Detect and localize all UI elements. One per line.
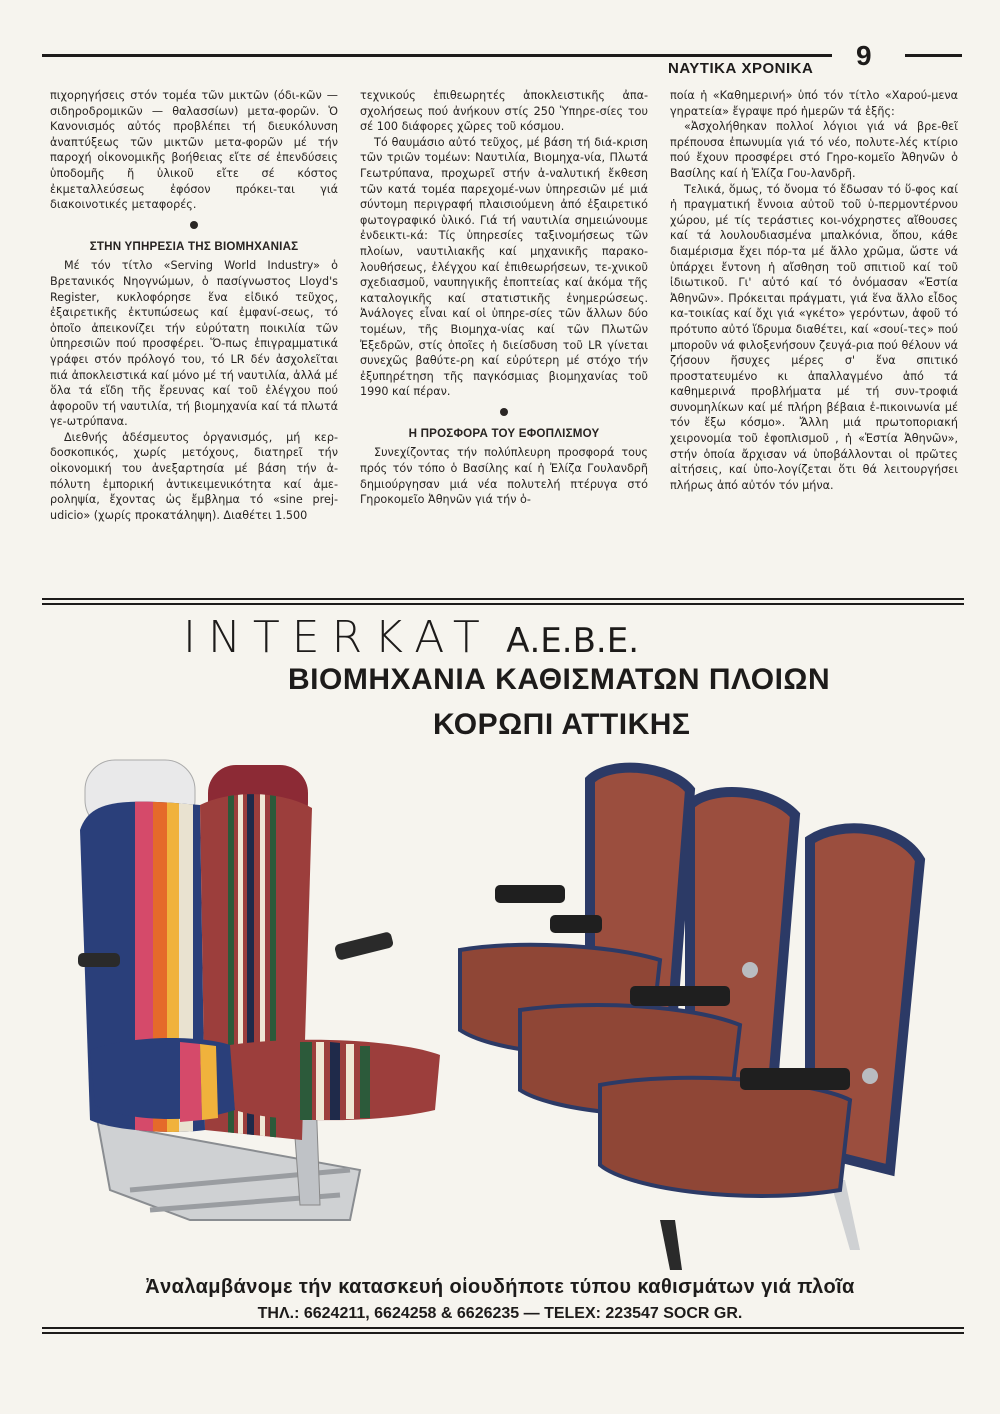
paragraph: ποία ἡ «Καθημερινή» ὑπό τόν τίτλο «Χαρού-μενα γηρατεία» ἔγραψε πρό ἡμερῶν τά ἑξῆς: — [670, 89, 958, 118]
publication-title: ΝΑΥΤΙΚΑ ΧΡΟΝΙΚΑ — [668, 60, 814, 77]
advert-bottom-rule — [42, 1332, 964, 1334]
page-number: 9 — [856, 40, 872, 71]
leather-seat-row — [460, 768, 920, 1270]
paragraph: «Ἀσχολήθηκαν πολλοί λόγιοι γιά νά βρε-θεῖ πρέπουσα ἐπωνυμία γιά τό νέο, πολυτε-λές κτίριο πού ἔχουν προσφέρει στό Γηρο-κομεῖο Ἀθηνῶν ὁ Βασίλης καί ἡ Ἐλίζα Γου-λανδρῆ. — [670, 120, 958, 180]
fabric-seat-pair — [75, 760, 440, 1220]
paragraph: τεχνικούς ἐπιθεωρητές ἀποκλειστικῆς ἀπα-σχολήσεως πού ἀνήκουν στίς 250 Ὑπηρε-σίες του σέ 100 διάφορες χῶρες τοῦ κόσμου. — [360, 89, 648, 134]
ship-seats-photo — [50, 750, 950, 1270]
article-column-3 — [670, 88, 958, 493]
brand-company-type: Α.Ε.Β.Ε. — [506, 621, 640, 661]
article-column-1 — [50, 88, 338, 523]
section-heading-industry: ΣΤΗΝ ΥΠΗΡΕΣΙΑ ΤΗΣ ΒΙΟΜΗΧΑΝΙΑΣ — [89, 239, 299, 253]
advert-brand — [183, 612, 639, 663]
advert-top-rule — [42, 598, 964, 600]
advert-top-rule — [42, 603, 964, 605]
article-column-2 — [360, 88, 648, 508]
paragraph: Συνεχίζοντας τήν πολύπλευρη προσφορά τους πρός τόν τόπο ὁ Βασίλης καί ἡ Ἐλίζα Γουλανδρῆ δημιούργησαν μιά νέα πολυτελή πτέρυγα στό Γηροκομεῖο Ἀθηνῶν γιά τήν ὁ- — [360, 446, 648, 507]
advert-contact: ΤΗΛ.: 6624211, 6624258 & 6626235 — TELEX: 223547 SOCR GR. — [257, 1305, 743, 1322]
separator-dot — [500, 408, 508, 416]
paragraph: Τελικά, ὅμως, τό ὄνομα τό ἔδωσαν τό ὕ-φος καί ἡ πραγματική ἔννοια αὐτοῦ τοῦ ὑ-περμοντέρνου χώρου, μέ τίς τεράστιες κοι-νόχρηστες αἴθουσες καί τά λουλουδιασμένα μπαλκόνια, ὅπου, κάθε διαμέρισμα ἔχει πόρ-τα μέ ἄλλο χρῶμα, ὥστε νά ὑπάρχει ἔντονη ἡ αἴσθηση τοῦ σπιτιοῦ καί τοῦ ἰδιωτικοῦ. Γι' αὐτό καί τό ὀνόμασαν «Ἑστία Ἀθηνῶν». Πρόκειται πράγματι, γιά ἕνα ἄλλο εἶδος κα-τοικίας καί ὄχι γιά «γκέτο» γερόντων, ἀφοῦ τό πρότυπο αὐτό ἵδρυμα διαθέτει, καί «σουί-τες» πού μποροῦν νά φιλοξενήσουν ζευγά-ρια πού θέλουν νά ζήσουν ἥσυχες μέρες σ' ἕνα σπιτικό προστατευμένο κι ἀπαλλαγμένο ἀπό τά καθημερινά προβλήματα μέ τή συν-τροφιά συνομηλίκων καί μέ πλήρη βέβαια ἐ-πικοινωνία μέ τόν ἔξω κόσμο». Ἄλλη μιά πρωτοποριακή χειρονομία τοῦ ἐφοπλισμοῦ , ἡ «Ἑστία Ἀθηνῶν», στήν ὁποία ἄρχισαν νά ὑποβάλλονται οἱ πρῶτες αἰτήσεις, καί ὑπο-λογίζεται ὅτι θά λειτουργήσει πλήρως ἀπό αὐτόν τόν μήνα. — [670, 182, 958, 492]
separator-dot — [190, 221, 198, 229]
brand-name: INTERKAT — [183, 612, 492, 663]
header-rule-left — [42, 54, 832, 57]
section-heading-shipowners: Η ΠΡΟΣΦΟΡΑ ΤΟΥ ΕΦΟΠΛΙΣΜΟΥ — [408, 426, 600, 440]
advert-bottom-rule — [42, 1327, 964, 1329]
advert-location: ΚΟΡΩΠΙ ΑΤΤΙΚΗΣ — [433, 708, 691, 741]
paragraph: Τό θαυμάσιο αὐτό τεῦχος, μέ βάση τή διά-κριση τῶν τριῶν τομέων: Ναυτιλία, Βιομηχα-νία, Πλωτά Γεωτρύπανα, προχωρεῖ στήν ἀ-ναλυτική ἔκθεση τῶν κατά τομέα παρεχομέ-νων ὑπηρεσιῶν μέ μιά σύντομη περιγραφή πλαισιούμενη ἀπό ἐξαιρετικό φωτογραφικό ὑλικό. Γιά τή ναυτιλία σημειώνουμε ἐνδεικτι-κά: Τίς ὑπηρεσίες ταξινομήσεως τῶν πλοίων, ναυτιλιακῆς καί μηχανικῆς παρακο-λουθήσεως, ἐλέγχου καί ἐπιθεωρήσεων, τε-χνικοῦ σχεδιασμοῦ, ναυπηγικῆς ἐποπτείας καί ἀκόμα τῆς καταλογικῆς καί στατιστικῆς ἐνημερώσεως. Ἀνάλογες εἶναι καί οἱ ὑπηρε-σίες τῶν ἄλλων δύο τομέων, τῆς Βιομηχα-νίας καί τῶν Πλωτῶν Ἐξεδρῶν, στίς ὁποῖες ἡ διείσδυση τοῦ LR γίνεται συνεχῶς βαθύτε-ρη καί εὐρύτερη μέ στόχο τήν ἐξυπηρέτηση τῆς παγκόσμιας βιομηχανίας τοῦ 1990 καί πέραν. — [360, 135, 648, 399]
paragraph: πιχορηγήσεις στόν τομέα τῶν μικτῶν (όδι-κῶν — σιδηροδρομικῶν — θαλασσίων) μετα-φορῶν. Ὁ Κανονισμός αὐτός προβλέπει τή διευκόλυνση ἀναπτύξεως τῶν μικτῶν μετα-φορῶν μέ τήν παροχή οἰκονομικῆς βοήθειας εἴτε σέ ἐπενδύσεις ὑποδομῆς ἤ ὑλικοῦ εἴτε σέ κόστος ἐκμεταλλεύσεως ἐφόσον πρόκει-ται γιά διακοινοτικές μεταφορές. — [50, 89, 338, 212]
header-rule-right — [905, 54, 962, 57]
paragraph: Διεθνής ἀδέσμευτος ὀργανισμός, μή κερ-δοσκοπικός, χωρίς μετόχους, διατηρεῖ τήν οἰκονομική του ἀνεξαρτησία μέ βάση τήν ἀ-πόλυτη ἐμπορική ἀντικειμενικότητα καί ἀμε-ροληψία, ἔχοντας ὡς ἔμβλημα τό «sine prej-udicio» (χωρίς προκατάληψη). Διαθέτει 1.500 — [50, 430, 338, 522]
advert-tagline: Ἀναλαμβάνομε τήν κατασκευή οἱουδήποτε τύπου καθισμάτων γιά πλοῖα — [145, 1276, 855, 1298]
advert-subtitle: ΒΙΟΜΗΧΑΝΙΑ ΚΑΘΙΣΜΑΤΩΝ ΠΛΟΙΩΝ — [288, 663, 831, 696]
paragraph: Μέ τόν τίτλο «Serving World Industry» ὁ Βρετανικός Νηογνώμων, ὁ πασίγνωστος Lloyd's Register, κυκλοφόρησε ἕνα εἰδικό τεῦχος, ἐξαιρετικῆς ἐκτυπώσεως καί ἐμφανί-σεως, τό ὁποῖο ἀπεικονίζει τήν εὐρύτατη ποικιλία τῶν ὑπηρεσιῶν πού προσφέρει. Ὅ-πως ἐπιγραμματικά γράφει στόν πρόλογό του, τό LR δέν ἀσχολεῖται πιά ἀποκλειστικά καί μόνο μέ τή ναυτιλία, ἀλλά μέ ὅλα τά εἴδη τῆς ἔρευνας καί τοῦ ἐλέγχου πού ἀφοροῦν τή ναυτιλία, τή βιομηχανία καί τά πλωτά γε-ωτρύπανα. — [50, 259, 338, 429]
